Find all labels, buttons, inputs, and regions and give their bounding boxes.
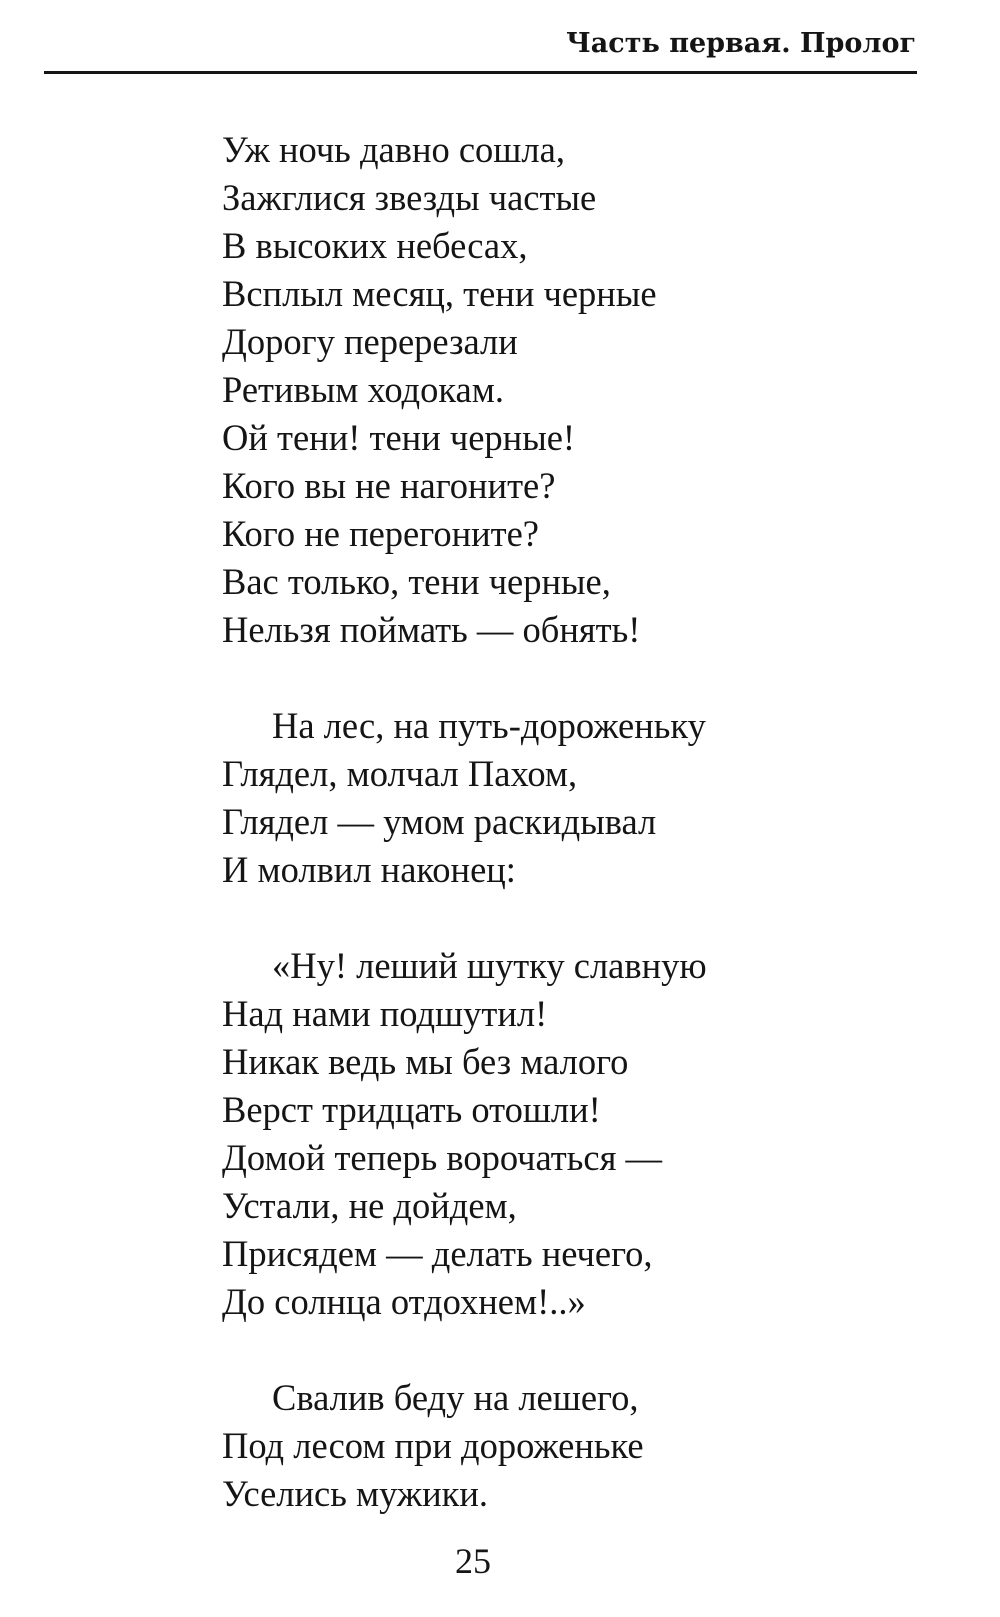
verse-line: Нельзя поймать — обнять! [222, 609, 641, 650]
verse-line: Всплыл месяц, тени черные [222, 273, 657, 314]
stanza-1 [222, 126, 922, 654]
running-head: Часть первая. Пролог [566, 28, 916, 59]
verse-line: До солнца отдохнем!..» [222, 1281, 586, 1322]
verse-line: Присядем — делать нечего, [222, 1233, 653, 1274]
verse-line: Верст тридцать отошли! [222, 1089, 601, 1130]
stanza-2 [222, 702, 922, 894]
verse-line-indented: Свалив беду на лешего, [272, 1377, 639, 1418]
stanza-3 [222, 942, 922, 1326]
verse-line: И молвил наконец: [222, 849, 516, 890]
page-number: 25 [455, 1541, 491, 1581]
verse-line: Над нами подшутил! [222, 993, 548, 1034]
verse-line: Никак ведь мы без малого [222, 1041, 629, 1082]
verse-line: Ретивым ходокам. [222, 369, 504, 410]
verse-line: Вас только, тени черные, [222, 561, 611, 602]
poem-body [222, 126, 922, 1518]
verse-line: Домой теперь ворочаться — [222, 1137, 662, 1178]
verse-line: Глядел, молчал Пахом, [222, 753, 578, 794]
verse-line: Уж ночь давно сошла, [222, 129, 565, 170]
verse-line: Ой тени! тени черные! [222, 417, 576, 458]
stanza-4 [222, 1374, 922, 1518]
verse-line: Под лесом при дороженьке [222, 1425, 644, 1466]
verse-line: Устали, не дойдем, [222, 1185, 517, 1226]
verse-line: В высоких небесах, [222, 225, 528, 266]
verse-line-indented: «Ну! леший шутку славную [272, 945, 707, 986]
verse-line: Уселись мужики. [222, 1473, 489, 1514]
verse-line: Зажглися звезды частые [222, 177, 597, 218]
verse-line: Кого вы не нагоните? [222, 465, 556, 506]
header-rule [44, 71, 917, 74]
verse-line: Глядел — умом раскидывал [222, 801, 657, 842]
verse-line: Кого не перегоните? [222, 513, 539, 554]
verse-line: Дорогу перерезали [222, 321, 518, 362]
verse-line-indented: На лес, на путь-дороженьку [272, 705, 706, 746]
